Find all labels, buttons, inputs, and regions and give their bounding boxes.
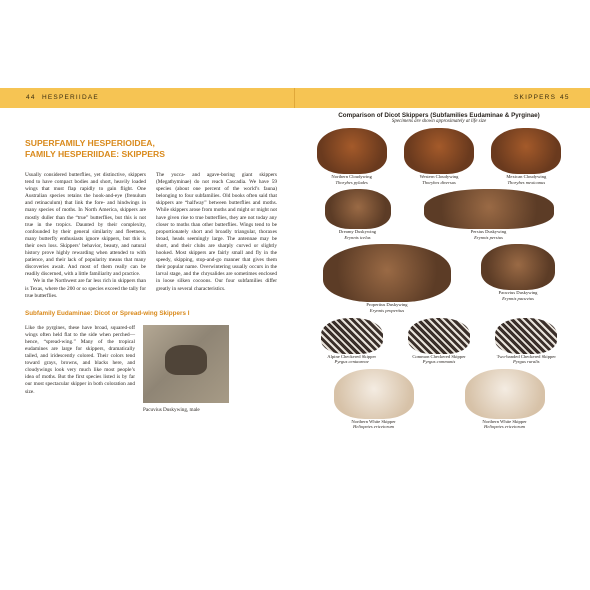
specimen-label: Alpine Checkered Skipper Pyrgus centaureae — [327, 353, 377, 365]
specimen — [481, 244, 555, 313]
specimen-label: Two-banded Checkered Skipper Pyrgus ruralis — [496, 353, 556, 365]
paragraph: The yucca- and agave-boring giant skippers (Megathyminae) do not reach Cascadia. We have 59 species (about one percent of the world’s fauna) belonging to four subfamilies. Old books often said that skippers are “halfway” between butterflies and moths. While skippers arose from moths and might or might not have given rise to true butterflies, they are not today any closer to moths than other butterflies. Wings tend to be proportionately short and broadly triangular, thoraxes broad, heads seemingly large. The antennae may be short, and their clubs are sharply curved or slightly hooked. Most skippers are fairly small and fly in the speedy, skipping, stop-and-go manner that gives them their popular name. Overwintering usually occurs in the larval stage, and the chrysalides are sometimes enclosed in loose silken cocoons. Our four subfamilies differ greatly in several characteristics. — [156, 172, 277, 292]
plate-row — [308, 128, 570, 185]
right-running-title: SKIPPERS — [514, 94, 557, 101]
paragraph: We in the Northwest are far less rich in skippers than is Texas, where the 200 or so species exceed the tally for true butterflies. — [25, 278, 146, 299]
bottom-section — [25, 325, 277, 413]
specimen — [408, 318, 470, 365]
butterfly-image — [491, 128, 561, 174]
specimen — [424, 189, 554, 240]
plate-row — [308, 318, 570, 365]
specimen — [465, 369, 545, 430]
photo-figure — [143, 325, 229, 413]
subfamily-heading: Subfamily Eudaminae: Dicot or Spread-wing Skippers I — [25, 309, 190, 317]
specimen — [321, 318, 383, 365]
paragraph: Like the pyrgines, these have broad, squared-off wings often held flat to the side when perched—hence, “spread-wing.” Many of the tropical eudamines are large for skippers, dramatically tailed, and iridescently colored. Their colors tend toward grays, browns, and blacks here, and cloudywings look very much like most people’s idea of moths. But the first species listed is by far our most spectacular skipper in both coloration and size. — [25, 324, 135, 395]
specimen — [495, 318, 557, 365]
specimen-plate — [308, 112, 570, 434]
butterfly-photo — [143, 325, 229, 403]
butterfly-image — [404, 128, 474, 174]
left-page-number: 44 — [26, 94, 36, 101]
specimen-label: Persius Duskywing Erynnis persius — [470, 229, 507, 240]
heading-line-1: SUPERFAMILY HESPERIOIDEA, — [25, 138, 155, 148]
butterfly-image — [495, 318, 557, 354]
butterfly-image — [424, 189, 554, 229]
specimen — [404, 128, 474, 185]
page-spine — [294, 88, 295, 108]
heading-line-2: FAMILY HESPERIIDAE: SKIPPERS — [25, 149, 165, 159]
header-band — [0, 88, 590, 108]
left-page — [25, 138, 277, 413]
specimen — [317, 128, 387, 185]
column-2 — [156, 172, 277, 300]
specimen-label: Northern White Skipper Heliopetes ericetorum — [351, 418, 396, 430]
photo-caption: Pacuvius Duskywing, male — [143, 406, 200, 413]
butterfly-image — [317, 128, 387, 174]
butterfly-image — [334, 369, 414, 419]
text-columns — [25, 172, 277, 300]
butterfly-image — [321, 318, 383, 354]
butterfly-image — [408, 318, 470, 354]
plate-row — [308, 369, 570, 430]
specimen-label: Northern White Skipper Heliopetes ericetorum — [482, 418, 527, 430]
specimen-label: Western Cloudywing Thorybes diversus — [419, 174, 459, 185]
specimen — [334, 369, 414, 430]
butterfly-image — [325, 189, 391, 229]
column-1 — [25, 172, 146, 300]
specimen-label: Common Checkered Skipper Pyrgus communis — [412, 353, 466, 365]
butterfly-image — [481, 244, 555, 290]
specimen — [323, 244, 451, 313]
section-heading — [25, 138, 277, 160]
butterfly-image — [465, 369, 545, 419]
left-running-title: HESPERIIDAE — [42, 94, 99, 101]
specimen-label: Propertius Duskywing Erynnis propertius — [366, 302, 408, 313]
butterfly-image — [323, 244, 451, 302]
plate-row — [308, 189, 570, 240]
specimen-label: Pacuvius Duskywing Erynnis pacuvius — [498, 290, 538, 301]
specimen-label: Mexican Cloudywing Thorybes mexicanus — [506, 174, 547, 185]
right-page-number: 45 — [560, 94, 570, 101]
plate-subtitle: Specimens are shown approximately at life size — [391, 119, 487, 124]
plate-title: Comparison of Dicot Skippers (Subfamilies Eudaminae & Pyrginae) — [338, 112, 540, 119]
paragraph: Usually considered butterflies, yet distinctive, skippers tend to have compact bodies and short, heavily loaded wings that must flap rapidly to gain flight. One Australian species retains the hook-and-eye (frenulum and retinaculum) that link the fore- and hindwings in many species of moths. In North America, skippers are mostly duller than the “true” butterflies, but this is not true in the tropics. Daunted by their complexity, confounded by their general similarity and fleetness, many butterfly enthusiasts ignore skippers, but this is their own loss. Skippers’ behavior, beauty, and natural history prove highly rewarding when attended to with patience, and their lack of popularity means that many discoveries await. And most of them really can be readily discerned, with a little familiarity and practice. — [25, 172, 146, 278]
plate-row — [308, 244, 570, 313]
specimen-label: Northern Cloudywing Thorybes pylades — [331, 174, 372, 185]
specimen — [325, 189, 391, 240]
specimen-label: Dreamy Duskywing Erynnis icelus — [338, 229, 377, 240]
specimen — [491, 128, 561, 185]
